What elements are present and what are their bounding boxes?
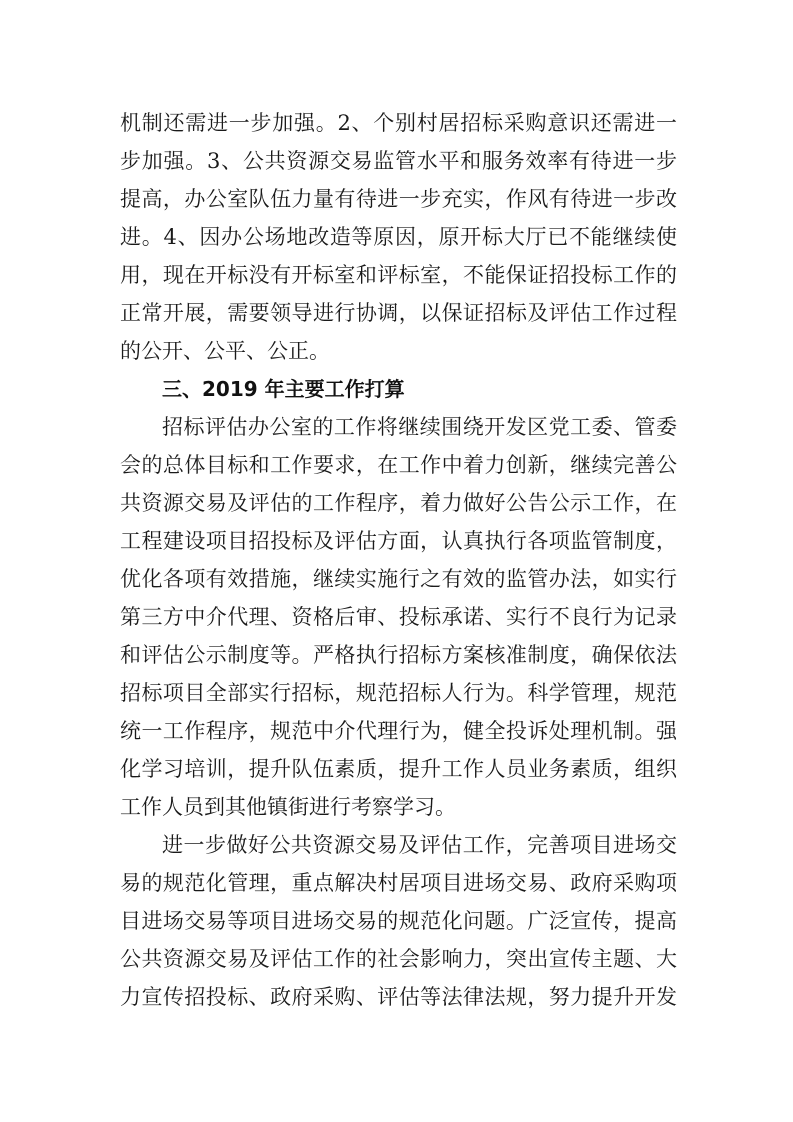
paragraph-public-resources [120, 826, 677, 1016]
text-line: 进。4、因办公场地改造等原因，原开标大厅已不能继续使 [120, 225, 677, 249]
text-line: 优化各项有效措施，继续实施行之有效的监管办法，如实行 [120, 567, 677, 591]
text-line: 机制还需进一步加强。2、个别村居招标采购意识还需进一 [120, 111, 677, 135]
text-line: 共资源交易及评估的工作程序，着力做好公告公示工作，在 [120, 491, 677, 515]
paragraph-problems [120, 104, 677, 370]
text-line: 化学习培训，提升队伍素质，提升工作人员业务素质，组织 [120, 757, 677, 781]
text-line: 进一步做好公共资源交易及评估工作，完善项目进场交 [162, 833, 677, 857]
text-line: 公共资源交易及评估工作的社会影响力，突出宣传主题、大 [120, 947, 677, 971]
document-page [120, 104, 677, 1016]
text-line: 的公开、公平、公正。 [120, 339, 330, 363]
text-line: 工作人员到其他镇街进行考察学习。 [120, 795, 456, 819]
text-line: 第三方中介代理、资格后审、投标承诺、实行不良行为记录 [120, 605, 677, 629]
text-line: 工程建设项目招投标及评估方面，认真执行各项监管制度， [120, 529, 677, 553]
section-heading: 三、2019 年主要工作打算 [162, 377, 405, 401]
text-line: 招标项目全部实行招标，规范招标人行为。科学管理，规范 [120, 681, 677, 705]
text-line: 会的总体目标和工作要求，在工作中着力创新，继续完善公 [120, 453, 677, 477]
text-line: 和评估公示制度等。严格执行招标方案核准制度，确保依法 [120, 643, 677, 667]
text-line: 目进场交易等项目进场交易的规范化问题。广泛宣传，提高 [120, 909, 677, 933]
text-line: 易的规范化管理，重点解决村居项目进场交易、政府采购项 [120, 871, 677, 895]
text-line: 招标评估办公室的工作将继续围绕开发区党工委、管委 [162, 415, 677, 439]
text-line: 提高，办公室队伍力量有待进一步充实，作风有待进一步改 [120, 187, 677, 211]
text-line: 用，现在开标没有开标室和评标室，不能保证招投标工作的 [120, 263, 677, 287]
paragraph-work-plan [120, 408, 677, 826]
text-line: 正常开展，需要领导进行协调，以保证招标及评估工作过程 [120, 301, 677, 325]
text-line: 力宣传招投标、政府采购、评估等法律法规，努力提升开发 [120, 985, 677, 1009]
text-line: 统一工作程序，规范中介代理行为，健全投诉处理机制。强 [120, 719, 677, 743]
text-line: 步加强。3、公共资源交易监管水平和服务效率有待进一步 [120, 149, 677, 173]
